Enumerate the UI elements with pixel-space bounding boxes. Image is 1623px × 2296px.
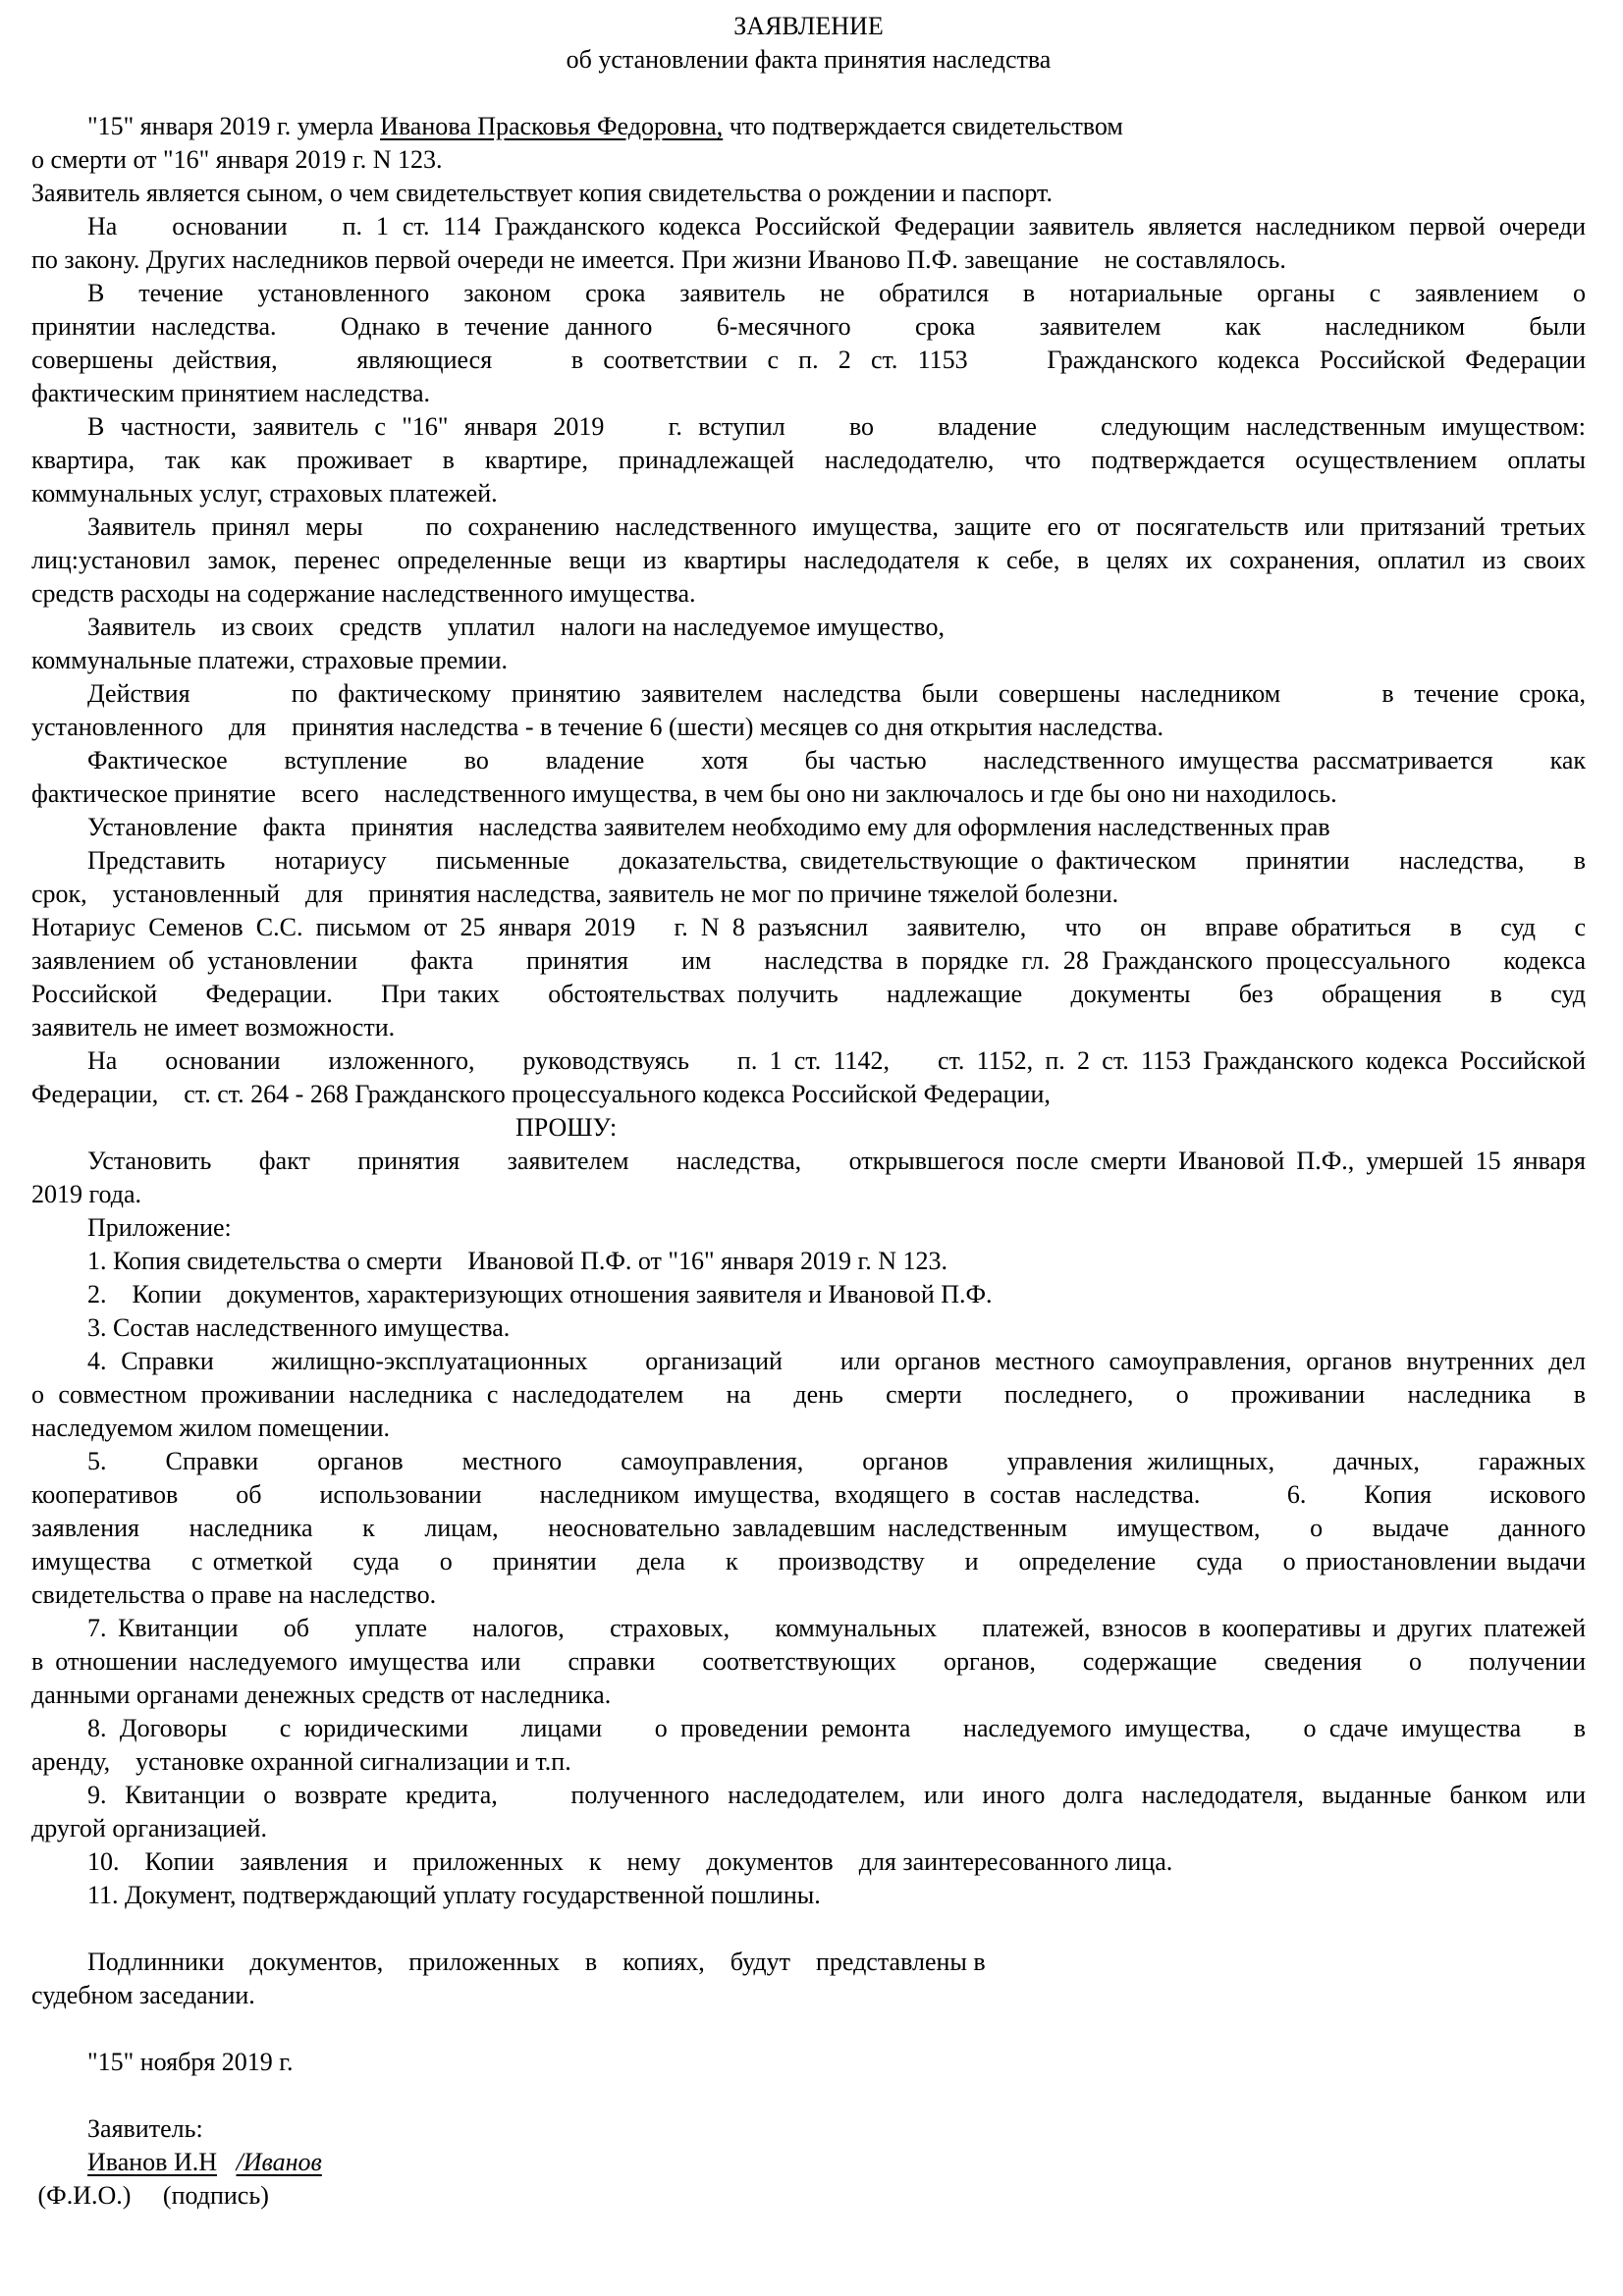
attachment-item	[31, 1612, 1586, 1645]
text-run: заявитель не имеет возможности.	[31, 1013, 396, 1041]
document-line	[31, 1011, 1586, 1044]
text-run: принятии наследства. Однако в течение данного 6-месячного срока заявителем как наследником были	[31, 312, 1586, 341]
text-run: 4. Справки жилищно-эксплуатационных организаций или органов местного самоуправления, органов внутренних дел	[87, 1347, 1586, 1375]
text-run: Установление факта принятия наследства заявителем необходимо ему для оформления наследственных прав	[87, 813, 1330, 841]
document-line	[31, 1545, 1586, 1578]
document-line	[31, 310, 1586, 344]
attachment-item	[31, 1445, 1586, 1478]
text-run: В течение установленного законом срока заявитель не обратился в нотариальные органы с заявлением о	[87, 279, 1586, 307]
text-run: квартира, так как проживает в квартире, принадлежащей наследодателю, что подтверждается осуществлением оплаты	[31, 446, 1586, 474]
document-line	[31, 1578, 1586, 1612]
text-run: "15" января 2019 г. умерла	[87, 112, 381, 140]
signature-label-line	[31, 2112, 1586, 2146]
document-line	[31, 1044, 1586, 1078]
text-run: заявления наследника к лицам, неосновательно завладевшим наследственным имуществом, о выдаче данного	[31, 1514, 1586, 1542]
document-body	[31, 110, 1586, 2213]
text-run: 11. Документ, подтверждающий уплату государственной пошлины.	[87, 1881, 821, 1909]
text-run: 8. Договоры с юридическими лицами о проведении ремонта наследуемого имущества, о сдаче имущества в	[87, 1714, 1586, 1742]
text-run: На основании п. 1 ст. 114 Гражданского кодекса Российской Федерации заявитель является наследником первой очереди	[87, 212, 1586, 240]
text-run: данными органами денежных средств от наследника.	[31, 1681, 612, 1709]
text-run: 10. Копии заявления и приложенных к нему документов для заинтересованного лица.	[87, 1847, 1173, 1876]
document-line	[31, 1078, 1586, 1111]
text-run: другой организацией.	[31, 1814, 267, 1842]
text-run: по закону. Других наследников первой очереди не имеется. При жизни Иваново П.Ф. завещание не составлялось.	[31, 245, 1286, 274]
document-line	[31, 677, 1586, 711]
document-line	[31, 1512, 1586, 1545]
spacer-line	[31, 2079, 1586, 2112]
text-run: о смерти от "16" января 2019 г. N 123.	[31, 145, 443, 174]
text-run: Фактическое вступление во владение хотя бы частью наследственного имущества рассматривается как	[87, 746, 1586, 774]
signature-caption-line	[31, 2179, 1586, 2213]
text-run	[217, 2148, 237, 2176]
document-line	[31, 277, 1586, 310]
document-line	[31, 510, 1586, 544]
signature-line	[31, 2146, 1586, 2179]
text-run: срок, установленный для принятия наследства, заявитель не мог по причине тяжелой болезни.	[31, 880, 1119, 908]
document-subtitle: об установлении факта принятия наследства	[566, 45, 1052, 74]
text-run: о совместном проживании наследника с наследодателем на день смерти последнего, о проживании наследника в	[31, 1380, 1586, 1409]
text-run: совершены действия, являющиеся в соответствии с п. 2 ст. 1153 Гражданского кодекса Российской Федерации	[31, 346, 1586, 374]
text-run: заявлением об установлении факта принятия им наследства в порядке гл. 28 Гражданского процессуального кодекса	[31, 946, 1586, 975]
text-run: Приложение:	[87, 1213, 232, 1242]
document-line	[31, 644, 1586, 677]
text-run: 2. Копии документов, характеризующих отношения заявителя и Ивановой П.Ф.	[87, 1280, 993, 1308]
document-line	[31, 711, 1586, 744]
underlined-text: /Иванов	[236, 2148, 322, 2176]
text-run: лиц:установил замок, перенес определенные вещи из квартиры наследодателя к себе, в целях их сохранения, оплатил из своих	[31, 546, 1586, 574]
document-line	[31, 911, 1586, 944]
document-title-block	[31, 10, 1586, 77]
underlined-text: Иванов И.Н	[87, 2148, 217, 2176]
document-line	[31, 744, 1586, 777]
document-line	[31, 1478, 1586, 1512]
text-run: 1. Копия свидетельства о смерти Ивановой П.Ф. от "16" января 2019 г. N 123.	[87, 1247, 947, 1275]
attachment-item	[31, 1845, 1586, 1879]
text-run: 9. Квитанции о возврате кредита, полученного наследодателем, или иного долга наследодателя, выданные банком или	[87, 1781, 1586, 1809]
text-run: На основании изложенного, руководствуясь п. 1 ст. 1142, ст. 1152, п. 2 ст. 1153 Гражданского кодекса Российской	[87, 1046, 1586, 1075]
attachment-item	[31, 1779, 1586, 1812]
text-run: имущества с отметкой суда о принятии дела к производству и определение суда о приостановлении выдачи	[31, 1547, 1586, 1575]
text-run: Нотариус Семенов С.С. письмом от 25 января 2019 г. N 8 разъяснил заявителю, что он вправе обратиться в суд с	[31, 913, 1586, 941]
text-run: коммунальных услуг, страховых платежей.	[31, 479, 498, 507]
text-run: свидетельства о праве на наследство.	[31, 1580, 437, 1609]
document-line	[31, 1679, 1586, 1712]
text-run: В частности, заявитель с "16" января 2019 г. вступил во владение следующим наследственным имуществом:	[87, 412, 1586, 441]
document-line	[31, 811, 1586, 844]
text-run: средств расходы на содержание наследственного имущества.	[31, 579, 696, 608]
document-line	[31, 177, 1586, 210]
text-run: что подтверждается свидетельством	[723, 112, 1123, 140]
document-line	[31, 944, 1586, 978]
text-run: наследуемом жилом помещении.	[31, 1414, 391, 1442]
text-run: ПРОШУ:	[515, 1113, 618, 1142]
date-line	[31, 2046, 1586, 2079]
text-run: Действия по фактическому принятию заявителем наследства были совершены наследником в течение срока,	[87, 679, 1586, 708]
underlined-text: Иванова Прасковья Федоровна,	[380, 112, 724, 140]
text-run: 5. Справки органов местного самоуправления, органов управления жилищных, дачных, гаражных	[87, 1447, 1586, 1475]
document-line	[31, 1412, 1586, 1445]
document-line	[31, 844, 1586, 878]
document-line	[31, 344, 1586, 377]
document-line	[31, 577, 1586, 611]
document-line	[31, 143, 1586, 177]
text-run: коммунальные платежи, страховые премии.	[31, 646, 508, 674]
text-run: 7. Квитанции об уплате налогов, страховых, коммунальных платежей, взносов в кооперативы и других платежей	[87, 1614, 1586, 1642]
document-line	[31, 777, 1586, 811]
text-run: Заявитель принял меры по сохранению наследственного имущества, защите его от посягательств или притязаний третьих	[87, 512, 1586, 541]
document-line	[31, 1645, 1586, 1679]
document-line	[31, 243, 1586, 277]
text-run: Российской Федерации. При таких обстоятельствах получить надлежащие документы без обращения в суд	[31, 980, 1586, 1008]
document-line	[31, 1979, 1586, 2012]
document-line	[31, 377, 1586, 410]
document-line	[31, 1178, 1586, 1211]
attachments-heading	[31, 1211, 1586, 1245]
document-line	[31, 1946, 1586, 1979]
text-run: фактическим принятием наследства.	[31, 379, 430, 407]
text-run: в отношении наследуемого имущества или справки соответствующих органов, содержащие сведения о получении	[31, 1647, 1586, 1676]
text-run: кооперативов об использовании наследником имущества, входящего в состав наследства. 6. Копия искового	[31, 1480, 1586, 1509]
text-run: судебном заседании.	[31, 1981, 255, 2009]
text-run: Федерации, ст. ст. 264 - 268 Гражданского процессуального кодекса Российской Федерации,	[31, 1080, 1051, 1108]
text-run: 2019 года.	[31, 1180, 142, 1208]
text-run: фактическое принятие всего наследственного имущества, в чем бы оно ни заключалось и где бы оно ни находилось.	[31, 779, 1337, 808]
document-line	[31, 410, 1586, 444]
document-line	[31, 611, 1586, 644]
document-line	[31, 1745, 1586, 1779]
text-run: Представить нотариусу письменные доказательства, свидетельствующие о фактическом принятии наследства, в	[87, 846, 1586, 875]
text-run: установленного для принятия наследства - в течение 6 (шести) месяцев со дня открытия наследства.	[31, 713, 1163, 741]
spacer-line	[31, 2012, 1586, 2046]
text-run: (Ф.И.О.) (подпись)	[31, 2181, 269, 2210]
request-heading	[31, 1111, 1586, 1145]
text-run: 3. Состав наследственного имущества.	[87, 1313, 511, 1342]
document-title: ЗАЯВЛЕНИЕ	[733, 12, 884, 40]
spacer-line	[31, 1912, 1586, 1946]
document-line	[31, 978, 1586, 1011]
document-line	[31, 210, 1586, 243]
attachment-item	[31, 1278, 1586, 1311]
document-line	[31, 878, 1586, 911]
text-run: Заявитель:	[87, 2114, 203, 2143]
document-line	[31, 110, 1586, 143]
document-line	[31, 1378, 1586, 1412]
text-run: Подлинники документов, приложенных в копиях, будут представлены в	[87, 1948, 986, 1976]
attachment-item	[31, 1879, 1586, 1912]
document-line	[31, 444, 1586, 477]
attachment-item	[31, 1245, 1586, 1278]
attachment-item	[31, 1311, 1586, 1345]
attachment-item	[31, 1345, 1586, 1378]
text-run: Заявитель из своих средств уплатил налоги на наследуемое имущество,	[87, 613, 946, 641]
document-line	[31, 477, 1586, 510]
attachment-item	[31, 1712, 1586, 1745]
document-line	[31, 1812, 1586, 1845]
document-line	[31, 544, 1586, 577]
text-run: аренду, установке охранной сигнализации и т.п.	[31, 1747, 571, 1776]
document-line	[31, 1145, 1586, 1178]
text-run: Заявитель является сыном, о чем свидетельствует копия свидетельства о рождении и паспорт.	[31, 179, 1053, 207]
text-run: "15" ноября 2019 г.	[87, 2048, 294, 2076]
text-run: Установить факт принятия заявителем наследства, открывшегося после смерти Ивановой П.Ф., умершей 15 января	[87, 1147, 1586, 1175]
